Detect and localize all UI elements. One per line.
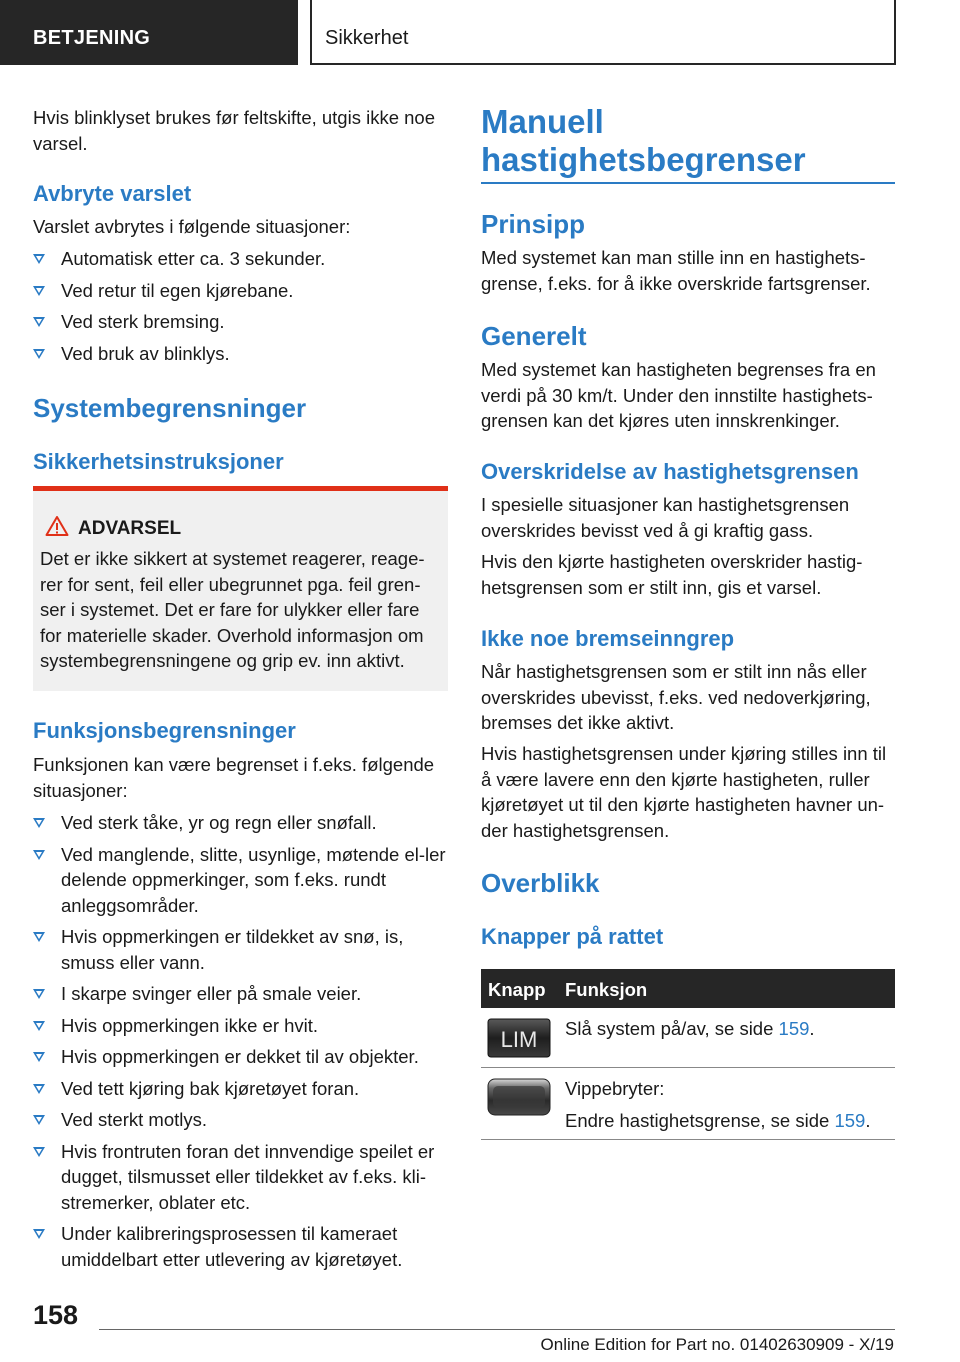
warning-title: ADVARSEL	[78, 518, 182, 539]
buttons-heading: Knapper på rattet	[481, 924, 664, 949]
cancel-list	[33, 246, 448, 366]
triangle-bullet-icon	[33, 818, 45, 828]
general-text: Med systemet kan hastigheten begrenses fra en verdi på 30 km/t. Under den innstilte hastighets-grensen kan det kjøres uten innskrenkinger.	[481, 359, 876, 431]
no-brake-heading: Ikke noe bremseinngrep	[481, 626, 735, 651]
safety-instructions-heading: Sikkerhetsinstruksjoner	[33, 449, 284, 474]
triangle-bullet-icon	[33, 989, 45, 999]
header-chapter-label: Sikkerhet	[325, 27, 409, 49]
col-header-button: Knapp	[488, 979, 546, 1000]
triangle-bullet-icon	[33, 1147, 45, 1157]
footer-divider	[99, 1329, 895, 1330]
general-heading: Generelt	[481, 321, 587, 351]
title-divider	[481, 182, 895, 184]
triangle-bullet-icon	[33, 317, 45, 327]
lim-button-label: LIM	[500, 1027, 538, 1052]
exceed-text-1: I spesielle situasjoner kan hastighetsgrensen overskrides bevisst ved å gi kraftig gass.	[481, 494, 850, 541]
list-item: Ved retur til egen kjørebane.	[33, 278, 448, 304]
row2-function: Vippebryter: Endre hastighetsgrense, se side 159.	[565, 1076, 895, 1133]
no-brake-text-2: Hvis hastighetsgrensen under kjøring stilles inn til å være lavere enn den kjørte hastigheten, ruller kjøretøyet ut til den kjørte hastigheten havner un-der hastighetsgrensen.	[481, 743, 887, 841]
page-title	[481, 103, 806, 179]
triangle-bullet-icon	[33, 1084, 45, 1094]
function-limits-heading: Funksjonsbegrensninger	[33, 718, 296, 743]
row1-function-text: Slå system på/av, se side	[565, 1018, 779, 1039]
row2-function-title: Vippebryter:	[565, 1078, 665, 1099]
table-header	[481, 969, 895, 1008]
list-item: Ved sterkt motlys.	[33, 1107, 448, 1133]
cancel-intro: Varslet avbrytes i følgende situasjoner:	[33, 216, 351, 237]
warning-box	[33, 486, 448, 691]
triangle-bullet-icon	[33, 1021, 45, 1031]
principle-text: Med systemet kan man stille inn en hastighets-grense, f.eks. for å ikke overskride fartsgrenser.	[481, 247, 871, 294]
principle-heading: Prinsipp	[481, 209, 586, 239]
header-section-tab: BETJENING	[0, 0, 298, 65]
row1-function: Slå system på/av, se side 159.	[565, 1018, 815, 1039]
triangle-bullet-icon	[33, 1115, 45, 1125]
page-title-line-2: hastighetsbegrenser	[481, 141, 806, 178]
list-item: I skarpe svinger eller på smale veier.	[33, 981, 448, 1007]
row2-function-text: Endre hastighetsgrense, se side	[565, 1110, 835, 1131]
triangle-bullet-icon	[33, 1229, 45, 1239]
buttons-table	[481, 969, 895, 1140]
footer-edition: Online Edition for Part no. 01402630909 - X/19	[540, 1335, 894, 1354]
col-header-function: Funksjon	[565, 979, 648, 1000]
list-item: Hvis oppmerkingen er dekket til av objekter.	[33, 1044, 448, 1070]
list-item: Ved manglende, slitte, usynlige, møtende el-ler delende oppmerkinger, som f.eks. rundt anleggsområder.	[33, 842, 448, 919]
list-item: Automatisk etter ca. 3 sekunder.	[33, 246, 448, 272]
triangle-bullet-icon	[33, 1052, 45, 1062]
triangle-bullet-icon	[33, 286, 45, 296]
no-brake-text-1: Når hastighetsgrensen som er stilt inn nås eller overskrides ubevisst, f.eks. ved nedoverkjøring, bremses det ikke aktivt.	[481, 661, 871, 733]
overview-heading: Overblikk	[481, 868, 600, 898]
list-item: Ved tett kjøring bak kjøretøyet foran.	[33, 1076, 448, 1102]
triangle-bullet-icon	[33, 932, 45, 942]
header-chapter-tab	[310, 0, 896, 65]
page-number: 158	[33, 1300, 79, 1330]
function-limits-intro: Funksjonen kan være begrenset i f.eks. følgende situasjoner:	[33, 754, 435, 801]
table-row	[481, 1068, 895, 1140]
list-item: Under kalibreringsprosessen til kameraet umiddelbart etter utlevering av kjøretøyet.	[33, 1221, 448, 1272]
table-row	[481, 1008, 895, 1068]
list-item: Hvis oppmerkingen ikke er hvit.	[33, 1013, 448, 1039]
rocker-switch-icon	[487, 1078, 551, 1116]
list-item: Ved sterk tåke, yr og regn eller snøfall.	[33, 810, 448, 836]
list-item: Hvis oppmerkingen er tildekket av snø, is, smuss eller vann.	[33, 924, 448, 975]
function-limits-list	[33, 810, 448, 1272]
cancel-warning-heading: Avbryte varslet	[33, 181, 192, 206]
page-link-159[interactable]: 159	[778, 1018, 810, 1039]
triangle-bullet-icon	[33, 254, 45, 264]
warning-text: Det er ikke sikkert at systemet reagerer, reage-rer for sent, feil eller ubegrunnet pga. feil gren-ser i systemet. Det er fare for ulykker eller fare for materielle skader. Overhold informasjon om systembegrensningene og grip ev. inn aktivt.	[40, 548, 425, 671]
list-item: Ved bruk av blinklys.	[33, 341, 448, 367]
list-item: Ved sterk bremsing.	[33, 309, 448, 335]
intro-paragraph: Hvis blinklyset brukes før feltskifte, utgis ikke noe varsel.	[33, 107, 436, 154]
page-link-159[interactable]: 159	[834, 1110, 866, 1131]
exceed-heading: Overskridelse av hastighetsgrensen	[481, 459, 859, 484]
list-item: Hvis frontruten foran det innvendige speilet er dugget, tilsmusset eller tildekket av f.eks. kli-stremerker, oblater etc.	[33, 1139, 448, 1216]
page-title-line-1: Manuell	[481, 103, 604, 140]
triangle-bullet-icon	[33, 349, 45, 359]
system-limits-heading: Systembegrensninger	[33, 393, 307, 423]
exceed-text-2: Hvis den kjørte hastigheten overskrider hastig-hetsgrensen som er stilt inn, gis et varsel.	[481, 551, 863, 598]
lim-button-icon	[487, 1018, 551, 1058]
warning-triangle-icon	[45, 515, 69, 537]
triangle-bullet-icon	[33, 850, 45, 860]
